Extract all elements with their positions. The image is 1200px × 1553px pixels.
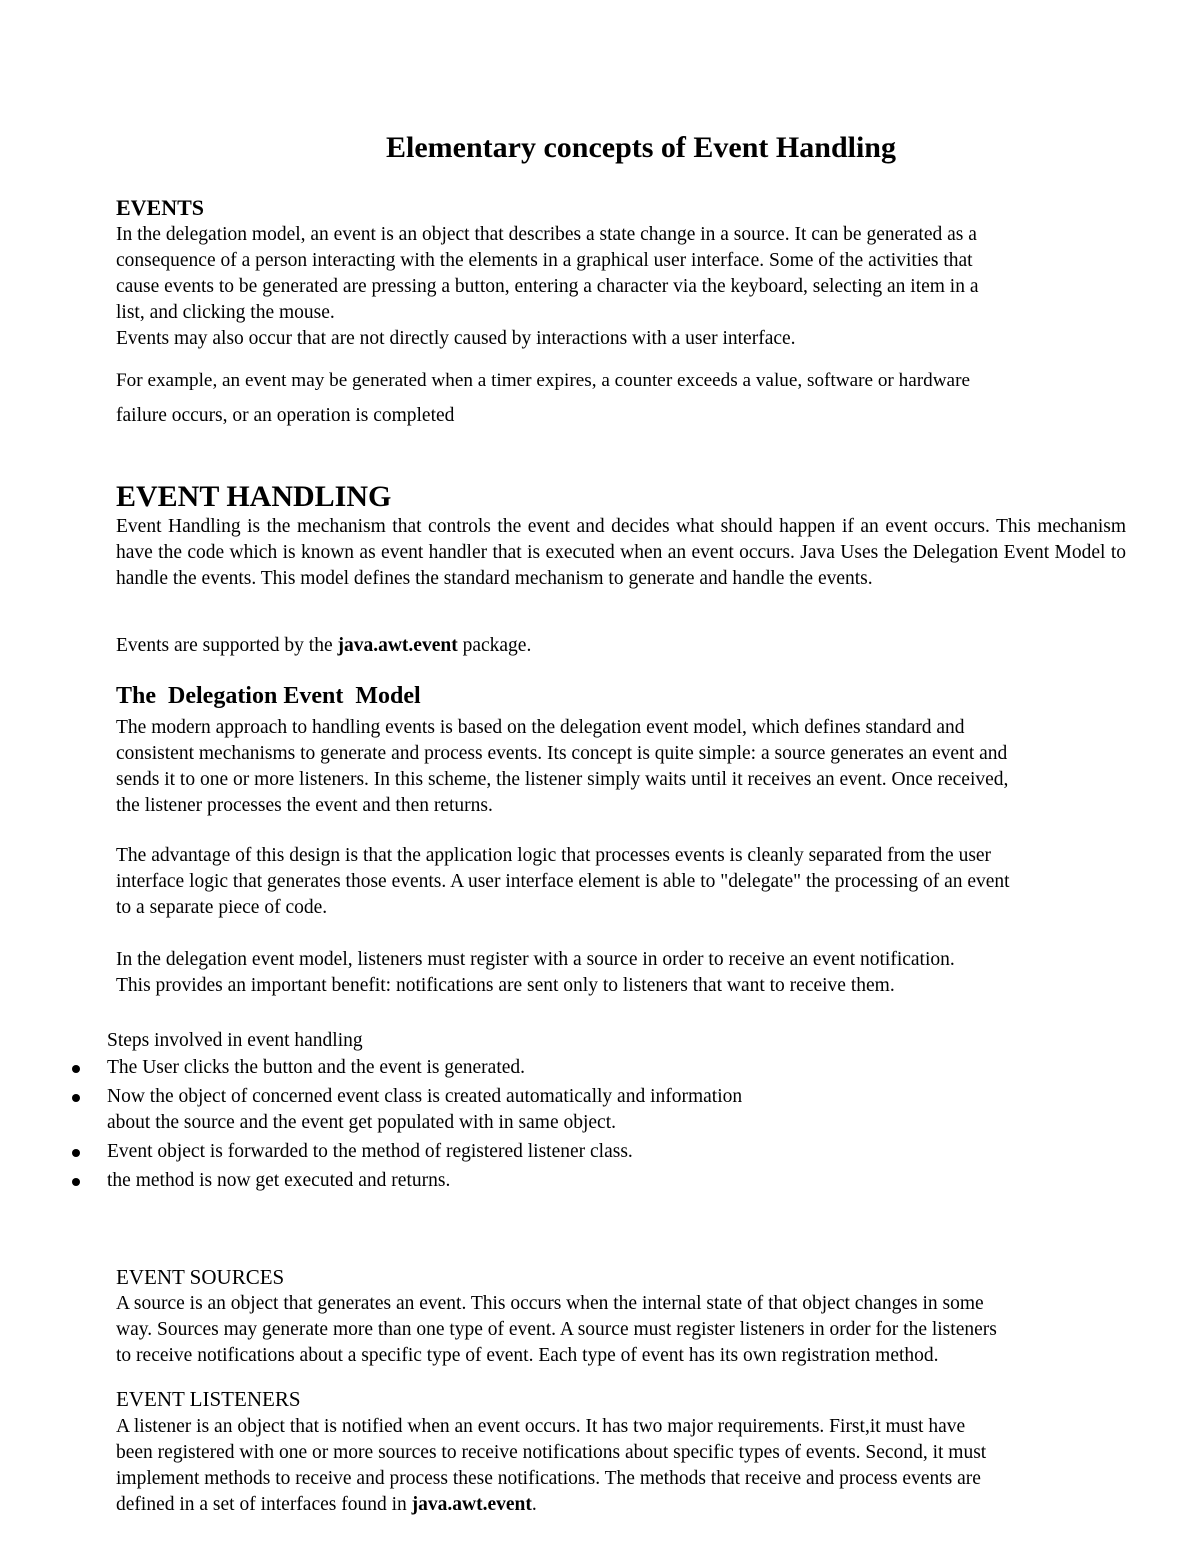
list-item-text: Event object is forwarded to the method of registered listener class. [107,1141,633,1162]
delegation-p3-line-1: In the delegation event model, listeners must register with a source in order to receive an event notification. [116,949,955,970]
delegation-p1-line-2: consistent mechanisms to generate and process events. Its concept is quite simple: a source generates an event and [116,743,1008,764]
list-item-text-continuation: about the source and the event get populated with in same object. [107,1112,617,1133]
bullet-icon [72,1178,80,1186]
supported-prefix: Events are supported by the [116,635,338,656]
list-item-text: the method is now get executed and returns. [107,1170,451,1191]
event-sources-line-2: way. Sources may generate more than one type of event. A source must register listeners in order for the listeners [116,1319,997,1340]
listeners-last-package: java.awt.event [411,1494,532,1515]
event-listeners-heading: EVENT LISTENERS [116,1387,301,1411]
event-sources-line-3: to receive notifications about a specific type of event. Each type of event has its own registration method. [116,1345,939,1366]
bullet-icon [72,1149,80,1157]
delegation-p1-line-1: The modern approach to handling events is based on the delegation event model, which defines standard and [116,717,965,738]
events-example-line-2: failure occurs, or an operation is completed [116,405,455,426]
delegation-p3-line-2: This provides an important benefit: notifications are sent only to listeners that want to receive them. [116,975,895,996]
events-supported-line [116,633,531,659]
delegation-p2-line-1: The advantage of this design is that the application logic that processes events is cleanly separated from the user [116,845,992,866]
events-line-5: Events may also occur that are not directly caused by interactions with a user interface. [116,328,796,349]
delegation-p2-line-2: interface logic that generates those events. A user interface element is able to "delegate" the processing of an event [116,871,1010,892]
supported-package: java.awt.event [337,635,458,656]
events-heading: EVENTS [116,195,205,220]
events-line-4: list, and clicking the mouse. [116,302,335,323]
listeners-last-suffix: . [531,1494,537,1515]
events-line-2: consequence of a person interacting with the elements in a graphical user interface. Some of the activities that [116,250,973,271]
event-listeners-line-4 [116,1492,537,1518]
delegation-model-heading: The Delegation Event Model [116,683,421,709]
events-line-1: In the delegation model, an event is an object that describes a state change in a source. It can be generated as a [116,224,977,245]
list-item-text: The User clicks the button and the event is generated. [107,1057,526,1078]
events-example-line-1: For example, an event may be generated when a timer expires, a counter exceeds a value, software or hardware [116,370,970,391]
bullet-icon [72,1094,80,1102]
bullet-icon [72,1065,80,1073]
delegation-p1-line-3: sends it to one or more listeners. In this scheme, the listener simply waits until it receives an event. Once received, [116,769,1009,790]
event-listeners-line-1: A listener is an object that is notified when an event occurs. It has two major requirements. First,it must have [116,1416,966,1437]
steps-intro: Steps involved in event handling [107,1030,363,1051]
event-listeners-line-3: implement methods to receive and process these notifications. The methods that receive and process events are [116,1468,981,1489]
event-sources-line-1: A source is an object that generates an event. This occurs when the internal state of that object changes in some [116,1293,984,1314]
event-handling-paragraph: Event Handling is the mechanism that controls the event and decides what should happen if an event occurs. This mechanism have the code which is known as event handler that is executed when an event occurs. Java Uses the Delegation Event Model to handle the events. This model defines the standard mechanism to generate and handle the events. [116,516,1126,589]
list-item-text: Now the object of concerned event class is created automatically and information [107,1086,743,1107]
events-line-3: cause events to be generated are pressing a button, entering a character via the keyboard, selecting an item in a [116,276,979,297]
delegation-p2-line-3: to a separate piece of code. [116,897,328,918]
delegation-p1-line-4: the listener processes the event and then returns. [116,795,493,816]
event-listeners-line-2: been registered with one or more sources to receive notifications about specific types of events. Second, it must [116,1442,987,1463]
listeners-last-prefix: defined in a set of interfaces found in [116,1494,412,1515]
page-title: Elementary concepts of Event Handling [386,131,896,164]
event-handling-heading: EVENT HANDLING [116,480,392,513]
event-sources-heading: EVENT SOURCES [116,1265,285,1289]
supported-suffix: package. [457,635,532,656]
